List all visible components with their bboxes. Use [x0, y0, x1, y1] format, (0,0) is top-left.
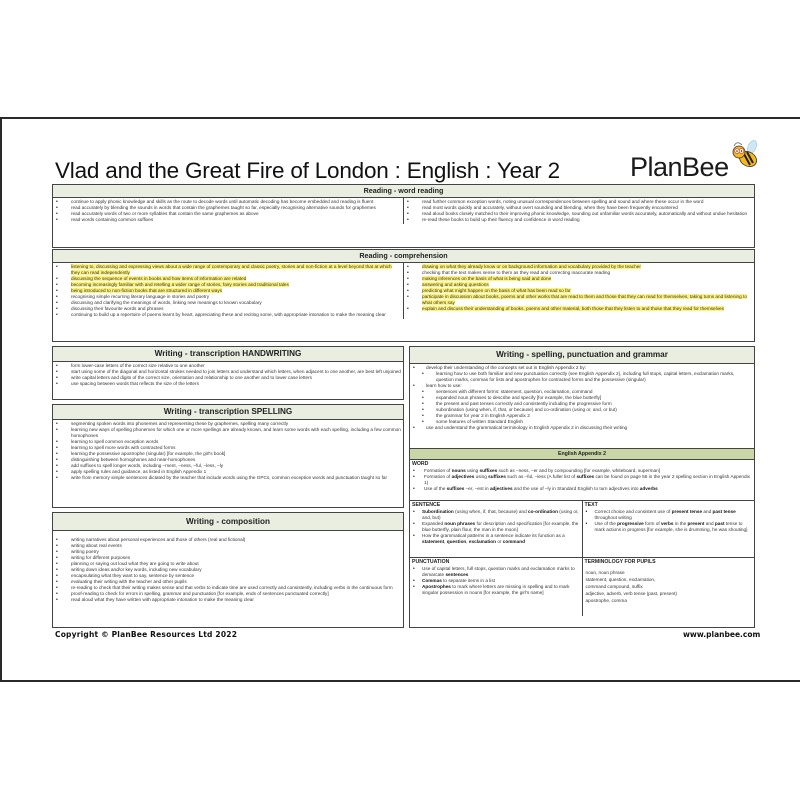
list-item: • learning to spell more words with contracted forms [55, 445, 401, 451]
spelling-list [55, 421, 401, 481]
list-item: • re-read these books to build up their fluency and confidence in word reading [406, 217, 752, 223]
list-item: • use and understand the grammatical terminology in English Appendix 2 in discussing their writing [412, 425, 752, 431]
list-item: • writing down ideas and/or key words, including new vocabulary [55, 567, 401, 573]
list-item: • participate in discussion about books, poems and other works that are read to them and those that they can read for themselves, taking turns and listening to what others say [406, 294, 752, 306]
list-item: • recognising simple recurring literary language in stories and poetry [55, 294, 401, 300]
list-item: • Apostrophes to mark where letters are missing in spelling and to mark singular possession in nouns [for example, the girl's name] [412, 584, 580, 596]
list-item: • learning to spell common exception words [55, 439, 401, 445]
list-item: • read further common exception words, noting unusual correspondences between spelling and sound and where these occur in the word [406, 199, 752, 205]
list-item: • form lower-case letters of the correct size relative to one another [55, 363, 401, 369]
list-item: • the present and past tenses correctly and consistently including the progressive form [412, 401, 752, 407]
list-item: • discussing the sequence of events in books and how items of information are related [55, 276, 401, 282]
section-heading: Writing - transcription HANDWRITING [53, 347, 403, 362]
terminology-line: command compound, suffix [585, 584, 643, 589]
list-item: • read accurately by blending the sounds in words that contain the graphemes taught so far, especially recognising alternative sounds for graphemes [55, 205, 401, 211]
section-heading: Reading - word reading [53, 185, 754, 198]
list-item: • read aloud what they have written with appropriate intonation to make the meaning clear [55, 597, 401, 603]
spg-list [412, 365, 752, 431]
list-item: • How the grammatical patterns in a sentence indicate its function as a statement, question, exclamation or command [412, 533, 580, 545]
handwriting-list [55, 363, 401, 387]
list-item: • read accurately words of two or more syllables that contain the same graphemes as above [55, 211, 401, 217]
list-item: • Expanded noun phrases for description and specification [for example, the blue butterfly, plain flour, the man in the moon] [412, 521, 580, 533]
list-item: • continue to apply phonic knowledge and skills as the route to decode words until automatic decoding has become embedded and reading is fluent [55, 199, 401, 205]
list-item: • learning new ways of spelling phonemes for which one or more spellings are already known, and learn some words with each spelling, including a few common homophones [55, 427, 401, 439]
list-item: • planning or saying out loud what they are going to write about [55, 561, 401, 567]
list-item: • becoming increasingly familiar with and retelling a wider range of stories, fairy stories and traditional tales [55, 282, 401, 288]
list-item: • sentences with different forms: statement, question, exclamation, command [412, 389, 752, 395]
copyright-text: Copyright © PlanBee Resources Ltd 2022 [55, 630, 238, 639]
terminology-line: noun, noun phrase [585, 570, 625, 575]
list-item: • listening to, discussing and expressing views about a wide range of contemporary and classic poetry, stories and non-fiction at a level beyond that at which they can read independently [55, 264, 401, 276]
bee-icon [728, 140, 762, 170]
section-heading: Writing - composition [53, 513, 403, 531]
list-item: • continuing to build up a repertoire of poems learnt by heart, appreciating these and reciting some, with appropriate intonation to make the meaning clear [55, 312, 401, 318]
list-item: • Formation of nouns using suffixes such as –ness, –er and by compounding [for example, whiteboard, superman] [412, 468, 752, 474]
comprehension-left-list [55, 264, 401, 318]
list-item: • subordination (using when, if, that, or because) and co-ordination (using or, and, or but) [412, 407, 752, 413]
list-item: • Use of capital letters, full stops, question marks and exclamation marks to demarcate sentences [412, 566, 580, 578]
list-item: • writing for different purposes [55, 555, 401, 561]
planbee-logo [630, 140, 760, 184]
list-item: • Subordination (using when, if, that, because) and co-ordination (using or, and, but) [412, 509, 580, 521]
section-heading: Writing - spelling, punctuation and grammar [410, 347, 754, 364]
list-item: • re-reading to check that their writing makes sense and that verbs to indicate time are used correctly and consistently, including verbs in the continuous form [55, 585, 401, 591]
appendix-word [410, 460, 754, 500]
list-item: • read words containing common suffixes [55, 217, 401, 223]
list-item: • start using some of the diagonal and horizontal strokes needed to join letters and understand which letters, when adjacent to one another, are best left unjoined [55, 369, 401, 375]
list-item: • drawing on what they already know or on background information and vocabulary provided by the teacher [406, 264, 752, 270]
list-item: • encapsulating what they want to say, sentence by sentence [55, 573, 401, 579]
list-item: • expanded noun phrases to describe and specify [for example, the blue butterfly] [412, 395, 752, 401]
appendix-row-1 [410, 500, 754, 557]
section-heading: Writing - transcription SPELLING [53, 405, 403, 420]
list-item: • checking that the text makes sense to them as they read and correcting inaccurate reading [406, 270, 752, 276]
word-reading-right-list [406, 199, 752, 223]
list-item: • discussing their favourite words and phrases [55, 306, 401, 312]
appendix-sentence: SENTENCE • Subordination (using when, if, that, because) and co-ordination (using or, and, but) • Expanded noun phrases for description and specification [for example, the blue butterfly, plain flour, the man in the moon] • How the grammatical patterns in a sentence indicate its function as a statement, question, exclamation or command [410, 501, 582, 557]
list-item: • learning how to use both familiar and new punctuation correctly (see English Appendix 2), including full stops, capital letters, exclamation marks, question marks, commas for lists and apostrophes for contracted forms and the possessive (singular) [412, 371, 752, 383]
composition-section [52, 512, 404, 628]
terminology-line: apostrophe, comma [585, 598, 627, 603]
list-item: • Use of the progressive form of verbs in the present and past tense to mark actions in progress [for example, she is drumming, he was shouting] [585, 521, 753, 533]
list-item: • learn how to use: [412, 383, 752, 389]
list-item: • being introduced to non-fiction books that are structured in different ways [55, 288, 401, 294]
handwriting-section [52, 346, 404, 400]
list-item: • writing narratives about personal experiences and those of others (real and fictional) [55, 537, 401, 543]
word-reading-left-list [55, 199, 401, 223]
appendix-punctuation: PUNCTUATION • Use of capital letters, full stops, question marks and exclamation marks to demarcate sentences • Commas to separate items in a list • Apostrophes to mark where letters are missing in spelling and to mark singular possession in nouns [for example, the girl's name] [410, 558, 582, 616]
list-item: • making inferences on the basis of what is being said and done [406, 276, 752, 282]
composition-list [55, 537, 401, 603]
terminology-line: statement, question, exclamation, [585, 577, 656, 582]
section-heading: Reading - comprehension [53, 250, 754, 263]
appendix-heading: English Appendix 2 [410, 448, 754, 460]
word-label: WORD [412, 461, 429, 467]
list-item: • explain and discuss their understanding of books, poems and other material, both those that they listen to and those that they read for themselves [406, 306, 752, 312]
list-item: • apply spelling rules and guidance, as listed in English Appendix 1 [55, 469, 401, 475]
comprehension-right-list [406, 264, 752, 312]
appendix-text: TEXT • Correct choice and consistent use of present tense and past tense throughout writing • Use of the progressive form of verbs in the present and past tense to mark actions in progress [for example, she is drumming, he was shouting] [582, 501, 755, 557]
website-link[interactable]: www.planbee.com [683, 630, 761, 639]
list-item: • predicting what might happen on the basis of what has been read so far [406, 288, 752, 294]
list-item: • add suffixes to spell longer words, including –ment, –ness, –ful, –less, –ly [55, 463, 401, 469]
terminology-line: adjective, adverb, verb tense (past, present) [585, 591, 677, 596]
list-item: • answering and asking questions [406, 282, 752, 288]
list-item: • Formation of adjectives using suffixes such as –ful, –less (A fuller list of suffixes can be found on page 56 in the year 2 spelling section in English Appendix 1) [412, 474, 752, 486]
comprehension-section [52, 249, 755, 342]
spelling-section [52, 404, 404, 508]
list-item: • write from memory simple sentences dictated by the teacher that include words using the GPCs, common exception words and punctuation taught so far [55, 475, 401, 481]
list-item: • evaluating their writing with the teacher and other pupils [55, 579, 401, 585]
spelling-punctuation-grammar-section [409, 346, 755, 628]
list-item: • Correct choice and consistent use of present tense and past tense throughout writing [585, 509, 753, 521]
list-item: • distinguishing between homophones and near-homophones [55, 457, 401, 463]
list-item: • discussing and clarifying the meanings of words, linking new meanings to known vocabulary [55, 300, 401, 306]
list-item: • writing poetry [55, 549, 401, 555]
word-reading-section [52, 184, 755, 248]
appendix-terminology: TERMINOLOGY FOR PUPILS noun, noun phrase statement, question, exclamation, command compound, suffix adjective, adverb, verb tense (past, present) apostrophe, comma [582, 558, 755, 616]
list-item: • proof-reading to check for errors in spelling, grammar and punctuation [for example, ends of sentences punctuated correctly] [55, 591, 401, 597]
list-item: • read aloud books closely matched to their improving phonic knowledge, sounding out unfamiliar words accurately, automatically and without undue hesitation [406, 211, 752, 217]
list-item: • writing about real events [55, 543, 401, 549]
list-item: • Use of the suffixes –er, –est in adjectives and the use of –ly in Standard English to turn adjectives into adverbs [412, 486, 752, 492]
appendix-row-2 [410, 557, 754, 616]
list-item: • develop their understanding of the concepts set out in English Appendix 2 by: [412, 365, 752, 371]
list-item: • read most words quickly and accurately, without overt sounding and blending, when they have been frequently encountered [406, 205, 752, 211]
page-title: Vlad and the Great Fire of London : English : Year 2 [55, 158, 560, 183]
list-item: • use spacing between words that reflects the size of the letters [55, 381, 401, 387]
list-item: • the grammar for year 2 in English Appendix 2 [412, 413, 752, 419]
logo-text: PlanBee [630, 152, 729, 182]
list-item: • Commas to separate items in a list [412, 578, 580, 584]
list-item: • write capital letters and digits of the correct size, orientation and relationship to one another and to lower case letters [55, 375, 401, 381]
list-item: • learning the possessive apostrophe (singular) [for example, the girl's book] [55, 451, 401, 457]
list-item: • some features of written Standard English [412, 419, 752, 425]
list-item: • segmenting spoken words into phonemes and representing these by graphemes, spelling many correctly [55, 421, 401, 427]
